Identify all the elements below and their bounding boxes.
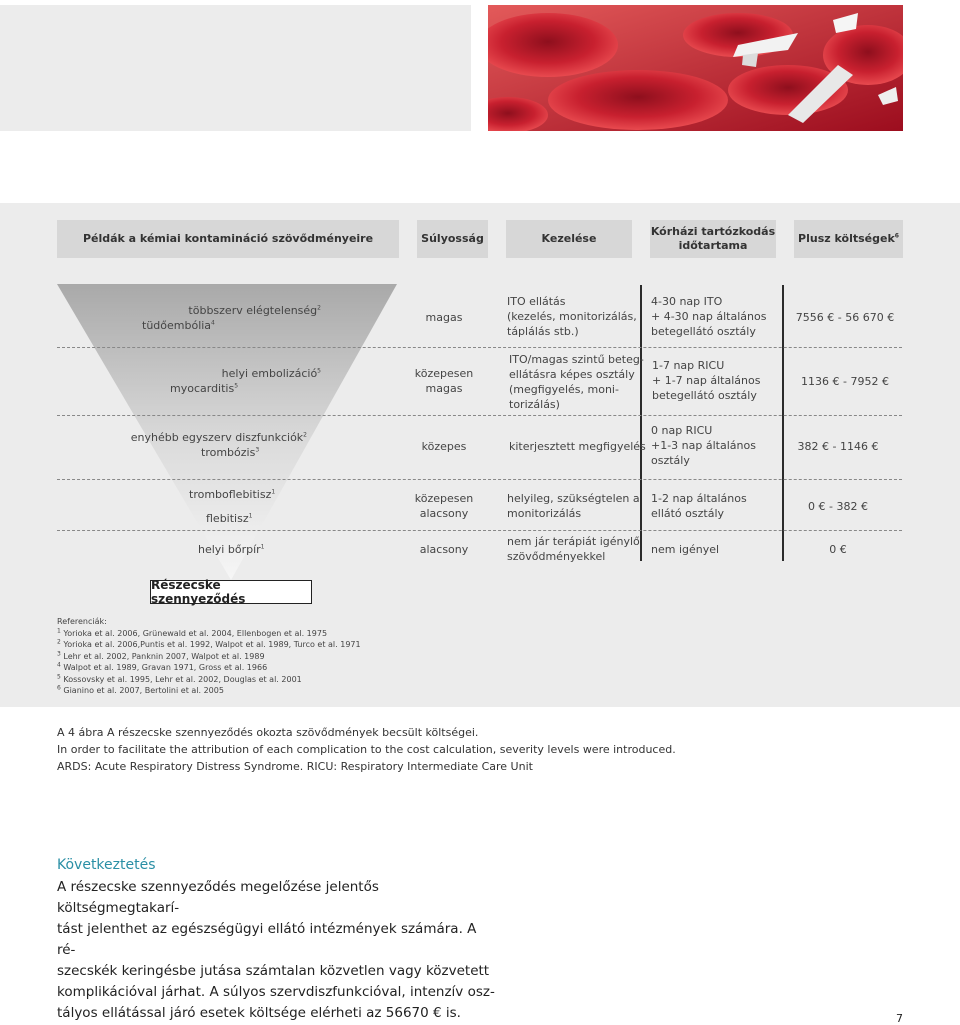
references (57, 616, 361, 697)
references-title: Referenciák: (57, 617, 107, 626)
example-organ-dysfunction: enyhébb egyszerv diszfunkciók$^2$ (130, 431, 307, 444)
row-divider (57, 415, 902, 416)
header-hospital-stay: Kórházi tartózkodás időtartama (650, 220, 776, 258)
cost-cell: 1136 € - 7952 € (801, 375, 889, 388)
reference-item: $^2$ Yorioka et al. 2006,Puntis et al. 1992, Walpot et al. 1989, Turco et al. 1971 (57, 638, 361, 649)
reference-item: $^1$ Yorioka et al. 2006, Grünewald et al. 2004, Ellenbogen et al. 1975 (57, 626, 328, 638)
row-divider (57, 347, 902, 348)
cost-cell: 0 € (829, 543, 847, 556)
severity-cell: közepes (421, 440, 467, 453)
treatment-cell: ITO/magas szintű beteg- ellátásra képes osztály (megfigyelés, moni- torizálás) (509, 353, 644, 411)
example-thrombosis: trombózis$^3$ (201, 446, 260, 459)
header-examples: Példák a kémiai kontamináció szövődményeire (57, 220, 399, 258)
reference-item: $^6$ Gianino et al. 2007, Bertolini et al. 2005 (57, 684, 224, 695)
stay-cell: 0 nap RICU +1-3 nap általános osztály (651, 424, 756, 467)
treatment-cell: helyileg, szükségtelen a monitorizálás (507, 492, 640, 520)
stay-cell: 1-7 nap RICU + 1-7 nap általános betegellátó osztály (652, 359, 761, 402)
cost-cell: 0 € - 382 € (808, 500, 868, 513)
example-local-redness: helyi bőrpír$^1$ (198, 543, 265, 556)
conclusion-title: Következtetés (57, 857, 156, 873)
treatment-cell: ITO ellátás (kezelés, monitorizálás, táplálás stb.) (507, 295, 637, 338)
example-phlebitis: flebitisz$^1$ (206, 512, 253, 525)
column-divider (640, 285, 642, 561)
severity-cell: közepesen magas (414, 367, 474, 395)
reference-item: $^5$ Kossovsky et al. 1995, Lehr et al. 2002, Douglas et al. 2001 (57, 672, 302, 684)
example-myocarditis: myocarditis$^5$ (170, 382, 239, 395)
header-treatment: Kezelése (506, 220, 632, 258)
page-number: 7 (896, 1012, 903, 1025)
treatment-cell: nem jár terápiát igénylő szövődményekkel (507, 535, 640, 563)
cost-cell: 382 € - 1146 € (797, 440, 879, 453)
stay-cell: 1-2 nap általános ellátó osztály (651, 492, 747, 520)
example-thrombophlebitis: tromboflebitisz$^1$ (189, 488, 276, 501)
example-local-embolization: helyi embolizáció$^5$ (221, 367, 321, 380)
row-divider (57, 479, 902, 480)
reference-item: $^4$ Walpot et al. 1989, Gravan 1971, Gross et al. 1966 (57, 661, 268, 672)
column-divider (782, 285, 784, 561)
severity-cell: alacsony (419, 543, 469, 556)
particle-contamination-label: Részecske szennyeződés (150, 580, 312, 604)
row-divider (57, 530, 902, 531)
severity-cell: közepesen alacsony (414, 492, 474, 520)
header-extra-costs: Plusz költségek$^6$ (794, 220, 903, 258)
conclusion-body: A részecske szennyeződés megelőzése jelentős költségmegtakarí- tást jelenthet az egészségügyi ellátó intézmények számára. A ré- szecskék keringésbe jutása számtalan közvetlen vagy közvetett komplikációval járhat. A súlyos szervdiszfunkcióval, intenzív osz- tályos ellátással járó esetek költsége elérheti az 56670 € is. (57, 879, 495, 1021)
stay-cell: nem igényel (651, 543, 720, 556)
reference-item: $^3$ Lehr et al. 2002, Panknin 2007, Walpot et al. 1989 (57, 649, 265, 661)
header-severity: Súlyosság (417, 220, 488, 258)
example-multi-organ-failure: többszerv elégtelenség$^2$ (188, 304, 321, 317)
stay-cell: 4-30 nap ITO + 4-30 nap általános betegellátó osztály (651, 295, 767, 338)
top-gray-panel (0, 5, 471, 131)
blood-cells-photo (488, 5, 903, 131)
cost-cell: 7556 € - 56 670 € (795, 311, 895, 324)
example-pulmonary-embolism: tüdőembólia$^4$ (142, 319, 215, 332)
figure-caption: A 4 ábra A részecske szennyeződés okozta szövődmények becsült költségei. In order to facilitate the attribution of each complication to the cost calculation, severity levels were introduced. ARDS: Acute Respiratory Distress Syndrome. RICU: Respiratory Intermediate Care Unit (57, 726, 676, 773)
severity-cell: magas (425, 311, 463, 324)
treatment-cell: kiterjesztett megfigyelés (509, 440, 646, 453)
